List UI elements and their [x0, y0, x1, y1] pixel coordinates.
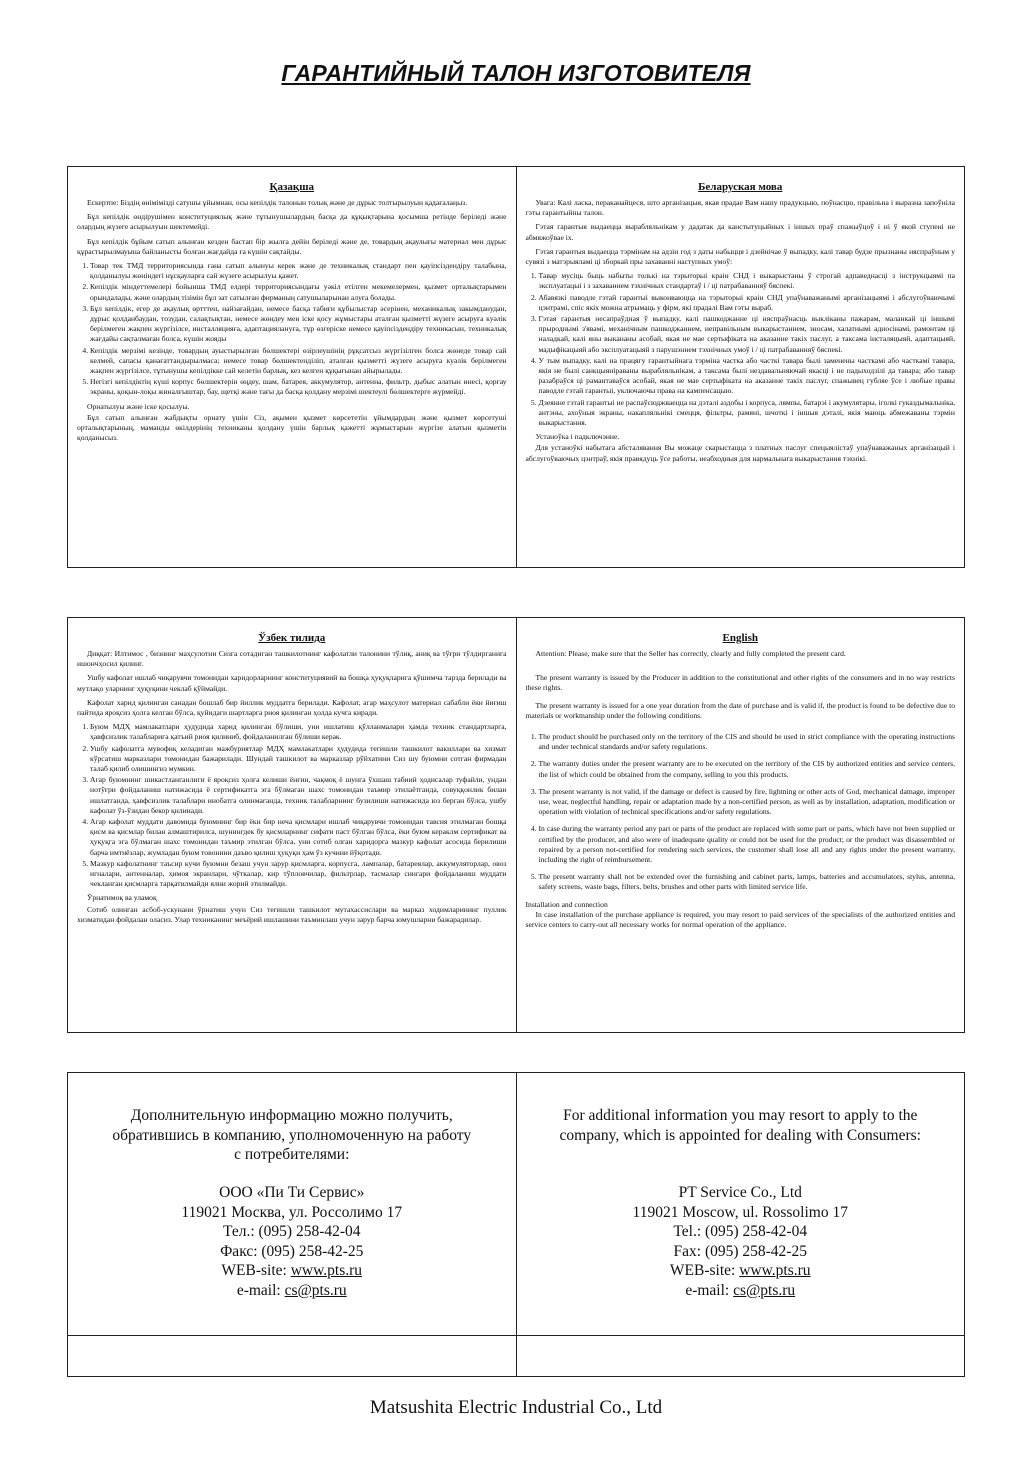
email-link[interactable]: cs@pts.ru: [733, 1281, 796, 1299]
list-item: 5. Мазкур кафолатнинг таъсир кучи буюмни безаш учун зарур қисмларга, корпусга, лампалар, батареялар, аккумуляторлар, овоз игналари, антенналар, ҳимоя экранлари, чўткалар, кир тўпловчилар, фильтрлар, тасмалар сингари фойдаланиш муддати чекланган қисмларга тарқатилмайди ялни жорий этилмайди.: [90, 859, 507, 890]
kazakh-para-2: Бұл кепілдік өндірушімен конституциялық және тұтынушылардың басқа да құқықтарына қосымша ретінде беріледі және олардың жүзеге асырылуын шектемейді.: [77, 212, 507, 232]
contact-en: [516, 1073, 965, 1376]
kazakh-conditions: [77, 261, 507, 398]
website-link[interactable]: www.pts.ru: [739, 1262, 811, 1279]
belarusian-heading: Беларуская мова: [698, 181, 783, 193]
info-ru-line-1: Дополнительную информацию можно получить,: [130, 1107, 453, 1124]
address-en: 119021 Moscow, ul. Rossolimo 17: [632, 1203, 848, 1221]
belarusian-attention: Увага: Калі ласка, пераканайцеся, што арганізацыя, якая прадае Вам нашу прадукцыю, поўнасцю, правільна і выразна запоўніла гэты гарантыйны талон.: [525, 198, 955, 218]
english-heading: English: [722, 632, 758, 644]
contact-ru: [68, 1073, 516, 1376]
list-item: 1. Буюм МДҲ мамлакатлари ҳудудида харид қилинган бўлиши, уни ишлатиш қўлланмалари ҳамда техник стандартларга, ҳавфсизлик талабларига қатъий риоя қилиниб, фойдаланилган бўлиши керак.: [90, 722, 507, 742]
list-item: 1. Тавар мусіць быць набыты толькі на тэрыторыі краін СНД і выкарыстаны ў строгай адпаведнасці з інструкцыямі па эксплуатацыі і з захаваннем тэхнічных стандартаў і / ці патрабаванняў бяспекі.: [539, 271, 956, 291]
contact-info-box: [67, 1072, 965, 1377]
website-label: WEB-site:: [221, 1262, 291, 1279]
info-ru-line-2: обратившись в компанию, уполномоченную на работу: [112, 1126, 472, 1144]
list-item: 2. Абавязкі паводле гэтай гарантыі выконваюцца на тэрыторыі краін СНД упаўнаважанымі арганізацыямі і абслугоўваючымі цэнтрамі, спіс якіх можна атрымаць у фірм, які прадалі Вам гэты выраб.: [539, 293, 956, 313]
belarusian-column: [516, 167, 965, 567]
uzbek-attention: Диққат: Илтимос , бизнинг маҳсулотни Сизга сотадиган ташкилотнинг кафолатли талонини тўлиқ, аниқ ва тўғри тўлдирганига ишончҳосил қилинг.: [77, 649, 507, 669]
list-item: 2. Ушбу кафолатга мувофиқ келадиган мажбуриятлар МДҲ мамлакатлари ҳудудида тегишли ташкилот вакиллари ва хизмат кўрсатиш марказлари томонидан бажарилади. Шундай ташкилот ва марказлар рўйхатини Сиз шу буюмни сотган фирмадан талаб қилиб олишингиз мумкин.: [90, 744, 507, 775]
list-item: 2. Кепілдік міндеттемелері бойынша ТМД елдері территориясындағы уәкіл етілген мекемелермен, қызмет орталықтарымен орындалады, және олардың тізімін бұл зат сатылған фирманың сатушыларынан алуға болады.: [90, 282, 507, 302]
manufacturer-footer: Matsushita Electric Industrial Co., Ltd: [369, 1397, 663, 1418]
belarusian-install: Для устаноўкі набытага абсталявання Вы можаце скарыстацца з платных паслуг спецыялістаў упаўнаважаных арганізацый і абслугоўваючых цэнтраў, якія правядуць ўсе работы, неабходныя для нармальнага выкарыстання тэхнікі.: [525, 443, 955, 463]
english-attention: Attention: Please, make sure that the Seller has correctly, clearly and fully completed the present card.: [535, 649, 846, 658]
kazakh-attention: Ескертпе: Біздің өнімімізді сатушы ұйымнан, осы кепілдік талонын толық және де дұрыс толтырылуын қадағалаңыз.: [87, 198, 468, 207]
belarusian-conditions: [526, 271, 956, 428]
fax-en: Fax: (095) 258-42-25: [673, 1242, 807, 1260]
english-install-title: Installation and connection: [525, 899, 608, 909]
uzbek-install: Сотиб олинган асбоб-ускунани ўрнатиш учун Сиз тегишли ташкилот мутахассислари ва марказ ходимларининг пуллик хизматидан фойдалан оласиз. Улар техниканинг меъёрий ишлашини таъминлаш учун зарур барча юмушларни бажарадилар.: [77, 904, 507, 924]
info-ru-line-3: с потребителями:: [234, 1146, 350, 1163]
warranty-box-top: [67, 166, 965, 568]
info-en-line-1: For additional information you may resort to apply to the: [563, 1107, 918, 1124]
fax-ru: Факс: (095) 258-42-25: [220, 1242, 364, 1260]
website-ru: [68, 1261, 516, 1281]
english-install: In case installation of the purchase appliance is required, you may resort to paid services of the specialists of the authorized entities and service centers to carry-out all necessary works for normal operation of the appliance.: [525, 909, 955, 930]
list-item: 1. Товар тек ТМД территориясында ғана сатып алынуы керек және де техникалық стандарт пен қауіпсіздендіру талабына, қолданылуы жөніндегі нұсқауларға сай жүзеге асырылуы қажет.: [90, 261, 507, 281]
uzbek-para-3: Кафолат харид қилинган санадан бошлаб бир йиллик муддатга берилади. Кафолат, агар маҳсулот материал сабабли ёки йиғиш пайтида яроқсиз ҳолга келган бўлса, қуйидаги шартларга риоя қилинган ҳолда кучга киради.: [77, 697, 507, 718]
uzbek-para-2: Ушбу кафолат ишлаб чиқарувчи томонидан харидорларнинг конституциявий ва бошқа ҳуқуқларига қўшимча тарзда берилади ва мутлақо уларнинг ҳуқуқини чеклаб қўймайди.: [77, 673, 507, 693]
website-en: [517, 1261, 965, 1281]
uzbek-column: [68, 618, 516, 1032]
kazakh-install: Бұл сатып алынған жабдықты орнату үшін Сіз, ақымен қызмет көрсететін ұйымдардың және қызмет көрсетуші орталықтарының, маманды өкілдерінің техниканы қолдану үшін барлық қажетті жұмыстарын жүргізе алатын қызметін қолданысыз.: [77, 412, 507, 443]
list-item: 4. У тым выпадку, калі на працягу гарантыйнага тэрміна частка або часткі тавара былі заменены часткамі або часткамі тавара, якія не былі санкцыяніраваны вырабляльнікам, а таксама былі нездавальняючай якасці і не падыходзілі да тавара; або тавар разабраўся ці рамантаваўся асобай, якая не мае сертыфіката на аказанне такіх паслуг, спажывец губляе ўсе і любые правы паводле гэтай гарантыі, уключаючы права на кампенсацыю.: [539, 356, 956, 397]
list-item: 2. The warranty duties under the present warranty are to be executed on the territory of the CIS by authorized entities and service centers, the list of which could be obtained from the company, selling to you this products.: [539, 759, 956, 779]
address-ru: 119021 Москва, ул. Россолимо 17: [181, 1203, 403, 1221]
email-link[interactable]: cs@pts.ru: [284, 1281, 347, 1299]
email-en: [517, 1281, 965, 1301]
company-name-en: PT Service Co., Ltd: [678, 1184, 802, 1201]
belarusian-install-title: Устаноўка і падключэнне.: [535, 432, 620, 442]
kazakh-column: [68, 167, 516, 567]
english-conditions: [526, 732, 956, 893]
divider: [517, 1335, 965, 1336]
page-title: ГАРАНТИЙНЫЙ ТАЛОН ИЗГОТОВИТЕЛЯ: [281, 60, 751, 86]
list-item: 4. In case during the warranty period any part or parts of the product are replaced with some part or parts, which have not been supplied or certified by the producer, and also were of inadequate quality or could not be used for the product; or the product was disassembled or repaired by a person not-certified for rendering such services, the customer shall lose all and any rights under the present warranty, including the right of reimbursement.: [539, 824, 956, 865]
kazakh-para-3: Бұл кепілдік бұйым сатып алынған кезден бастап бір жылға дейін беріледі және де, товардың ақаулығы материал мен дұрыс құрастырылмауына байланысты болған жағдайда ға күшін сақтайды.: [77, 236, 507, 256]
belarusian-para-2: Гэтая гарантыя выдаецца вырабляльнікам у дадатак да канстытуцыйных і іншых праў спажыўцоў і ні ў якой ступені не абмяжоўвае іх.: [525, 222, 955, 242]
english-para-2: The present warranty is issued by the Producer in addition to the constitutional and other rights of the consumers and in no way restricts these rights.: [525, 673, 955, 693]
list-item: 3. Агар буюмнинг шикастланганлиги ё яроқсиз ҳолга келиши ёнғин, чақмоқ ё шунга ўхшаш табиий ҳодисалар туфайли, ундан нотўғри фойдаланиш натижасида ё сертификатга эга бўлмаган шахс томонидан таъмир этилаётганда, совуққонлик билан ишлатганда, ҳавфсизлик талаблари инобатга олинмаганда, техник талабларнинг бузилиши натижасида юз берган бўлса, ушбу кафолат ўз-ўзидан бекор қилинади.: [90, 775, 507, 816]
list-item: 1. The product should be purchased only on the territory of the CIS and should be used in strict compliance with the operating instructions and under technical standards and/or safety regulations.: [539, 732, 956, 752]
company-name-ru: ООО «Пи Ти Сервис»: [219, 1184, 365, 1201]
list-item: 5. The present warranty shall not be extended over the furnishing and cabinet parts, lamps, batteries and accumulators, stylus, antenna, safety screens, waste bags, filters, belts, brushes and other parts with limited service life.: [539, 872, 956, 892]
list-item: 3. Бұл кепілдік, егер де ақаулық өртттен, найзағайдан, немесе басқа табиғи құбылыстар әсерінен, механикалық закымданудан, дұрыс қолданбаудан, тозудан, салақтықтан, немесе жөндеу мен іске қосу жұмыстары аталған қызметті жүзеге асыруға куәлік берілмеген жақпен жүргізілсе, инсталляцияға, адаптациялануға, тұр өзгеріске немесе қауіпсіздендіру техникасын, техникалық жағдайы сақталмаған болса, күшін жояды: [90, 304, 507, 345]
website-label: WEB-site:: [669, 1262, 740, 1279]
belarusian-para-3: Гэтая гарантыя выдаецца тэрмінам на адзін год з даты набыцця і дзейнічае ў выпадку, калі тавар будзе прызнаны няспраўным у сувязі з матэрыяламі ці зборкай пры захаванні наступных умоў:: [525, 246, 955, 267]
english-para-3: The present warranty is issued for a one year duration from the date of purchase and is valid if, the product is found to be defective due to materials or workmanship under the following conditions.: [525, 700, 955, 720]
website-link[interactable]: www.pts.ru: [290, 1262, 363, 1279]
divider: [68, 1335, 516, 1336]
uzbek-conditions: [77, 722, 507, 889]
uzbek-install-title: Ўрнатимоқ ва уламоқ: [87, 893, 157, 903]
phone-ru: Тел.: (095) 258-42-04: [222, 1223, 361, 1240]
list-item: 4. Агар кафолат муддати давомида буюмнинг бир ёки бир неча қисмлари ишлаб чиқарувчи томонидан тавсия этилмаган бошқа қисм ва қисмлар билан алмаштирилса, шунингдек бу қисмларнинг сифати паст бўлган бўлса, ёки буюм кераклм сертификат ва ҳуқуқга эга бўлмаган шахс томонидан таъмир этилган бўлса, уни сотиб олган харидорга мазкур кафолат асосида берилиши барча имтиёзлар, жумладан буюм товонини даъво қилиш ҳуқуқи ҳам ўз кучини йўқотади.: [90, 817, 507, 858]
list-item: 3. The present warranty is not valid, if the damage or defect is caused by fire, lightning or other acts of God, mechanical damage, improper use, wear, neglectful handling, repair or adaptation made by a non-certified person, as well as by installation, adaptation, modification or operation with violation of technical specifications and/or safety regulations.: [539, 787, 956, 818]
phone-en: Tel.: (095) 258-42-04: [673, 1223, 808, 1240]
email-ru: [68, 1281, 516, 1301]
uzbek-heading: Ўзбек тилида: [258, 632, 326, 644]
list-item: 3. Гэтая гарантыя несапраўдная ў выпадку, калі пашкоджанне ці няспраўнасць выкліканы пажарам, маланкай ці іншымі прыроднымі з'явамі, механічным пашкоджаннем, неправільным выкарыстаннем, зносам, халатнымі адносінамі, рамонтам ці наладкай, калі яны выкананы асобай, якая не мае сертыфіката на аказанне такіх паслуг, а таксама інсталяцыяй, адаптацыяй, мадыфікацыяй або эксплуатацыяй з парушэннем тэхнічных умоў і / ці патрабаванняў бяспекі.: [539, 314, 956, 355]
kazakh-install-title: Орнатылуы және іске қосылуы.: [87, 401, 190, 411]
warranty-box-middle: [67, 617, 965, 1033]
list-item: 5. Негізгі кепілдіктің күші корпус бөлшектерін өңдеу, шам, батарея, аккумулятор, антенна, фильтр, дыбыс алатын инесі, қорғау экраны, қоқын-лоқы жиналғыштар, бау, щетқі және тағы да басқа қолдану мерзімі шектеулі бөлшектерге жүрмейді.: [90, 377, 507, 397]
kazakh-heading: Қазақша: [269, 181, 315, 193]
email-label: e-mail:: [685, 1281, 734, 1299]
list-item: 5. Дзеянне гэтай гарантыі не распаўсюджваецца на дэталі аздобы і корпуса, лямпы, батарэі і акумулятары, іголкі гуказдымальніка, антэны, ахоўныя экраны, накапляльнікі смецця, фільтры, рамяні, шчоткі і іншыя дэталі, якія маюць абмежаваны тэрмін выкарыстання.: [539, 398, 956, 429]
info-en-line-2: company, which is appointed for dealing with Consumers:: [559, 1126, 921, 1144]
english-column: [516, 618, 965, 1032]
list-item: 4. Кепілдік мерзімі кезінде, товардың ауыстырылған бөлшектері өзірлеушінің рұқсатсыз жүргізілген болса жөнеде товар сай келмей, сапасы қанағаттандырылмаса; немесе товар бөлшектенділіп, аталған қызметті жүзеге асыруға куәлік берілмеген жақпен жүргізілсе, тұтынушы кепілдікке сай келетін барлық, кез келген құқығынан айырылады.: [90, 346, 507, 377]
email-label: e-mail:: [236, 1281, 285, 1299]
